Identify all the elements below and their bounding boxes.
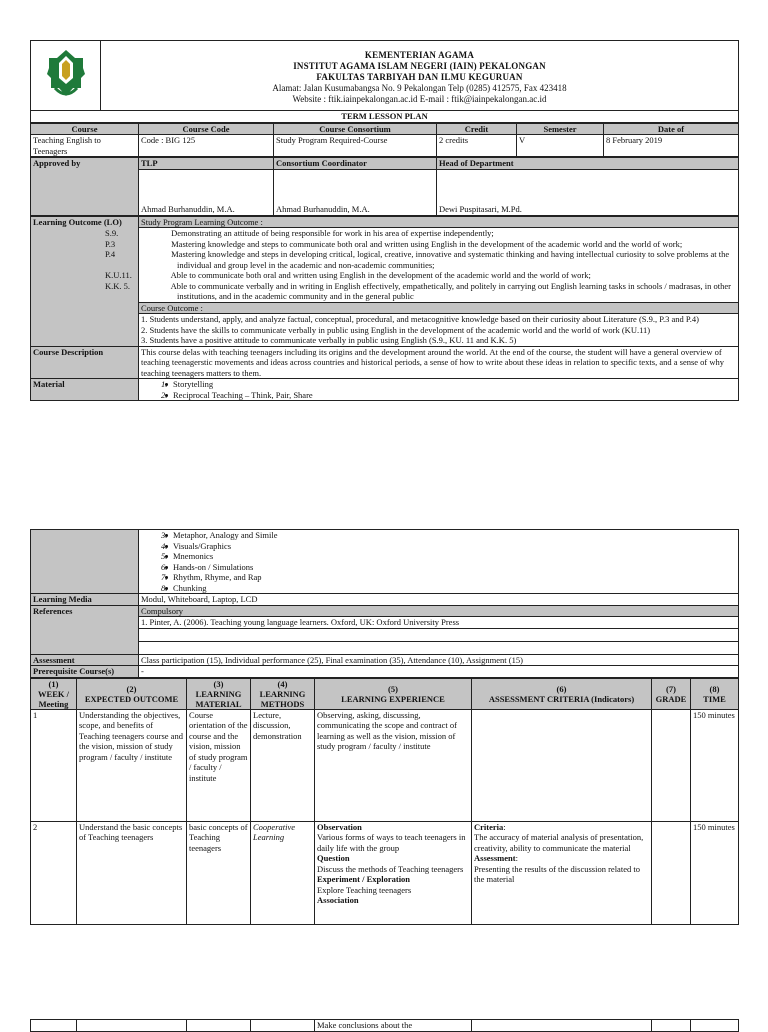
course-outcome-item: 1. Students understand, apply, and analyze factual, conceptual, procedural, and metacognitive knowledge based on their curiosity about Literature (S.9., P.3 and P.4) <box>141 314 699 324</box>
expected-outcome: Understanding the objectives, scope, and benefits of Teaching teenagers course and the vision, mission of study program / faculty / institute <box>77 709 187 821</box>
table-row <box>31 709 739 821</box>
tlp-heading: TLP <box>139 158 274 170</box>
course-info-table <box>30 123 739 158</box>
ministry-name: KEMENTERIAN AGAMA <box>364 50 475 60</box>
program-outcome-heading: Study Program Learning Outcome : <box>139 216 739 228</box>
course-description-text: This course delas with teaching teenagers including its origins and the development around the world. At the end of the course, the student will have a general overview of teaching teenagerstic movements and ideas across countries and historical periods, a sense of how to write about these ideas in relation to specific texts, and a sense of why teaching teenagers matters to them. <box>139 346 739 379</box>
col-date: Date of <box>604 123 739 135</box>
prerequisite-label: Prerequisite Course(s) <box>31 666 139 678</box>
schedule-table-cont <box>30 1019 739 1032</box>
col-learning-experience: (5) LEARNING EXPERIENCE <box>315 678 472 709</box>
head-name: Dewi Puspitasari, M.Pd. <box>437 169 739 215</box>
learning-experience: Make conclusions about the <box>315 1020 472 1032</box>
material-item: • 1. Storytelling <box>177 379 736 390</box>
course-date: 8 February 2019 <box>604 135 739 157</box>
col-course: Course <box>31 123 139 135</box>
course-description-label: Course Description <box>31 346 139 379</box>
col-assessment-criteria: (6) ASSESSMENT CRITERIA (Indicators) <box>472 678 652 709</box>
page-2 <box>30 529 739 925</box>
material-item: • 7. Rhythm, Rhyme, and Rap <box>177 572 736 583</box>
material-item: • 3. Metaphor, Analogy and Simile <box>177 530 736 541</box>
course-credit: 2 credits <box>437 135 517 157</box>
continuation-table <box>30 529 739 678</box>
col-grade: (7) GRADE <box>652 678 691 709</box>
address-line: Alamat: Jalan Kusumabangsa No. 9 Pekalongan Telp (0285) 412575, Fax 423418 <box>272 83 567 93</box>
table-row <box>31 821 739 924</box>
material-list-part1 <box>139 379 739 401</box>
outcome-item: K.K. 5. Able to communicate verbally and in writing in English effectively, empathetically, and politely in carrying out English learning tasks in schools / madrasas, in other institutions, and in the academic community and in the general public <box>105 280 731 301</box>
institution-header <box>101 41 739 111</box>
references-heading: Compulsory <box>139 605 739 617</box>
program-outcome-list <box>105 228 739 303</box>
tlp-name: Ahmad Burhanuddin, M.A. <box>139 169 274 215</box>
page-1 <box>30 40 739 401</box>
page-3 <box>30 1019 739 1032</box>
grade <box>652 821 691 924</box>
coordinator-name: Ahmad Burhanuddin, M.A. <box>274 169 437 215</box>
learning-experience: Observing, asking, discussing, communicating the scope and contract of learning as well as the vision, mission of study program / faculty / institute <box>315 709 472 821</box>
faculty-name: FAKULTAS TARBIYAH DAN ILMU KEGURUAN <box>316 72 523 82</box>
learning-outcome-label: Learning Outcome (LO) <box>31 216 139 346</box>
material-item: • 4. Visuals/Graphics <box>177 541 736 552</box>
website-line: Website : ftik.iainpekalongan.ac.id E-mail : ftik@iainpekalongan.ac.id <box>292 94 547 104</box>
material-list-part2 <box>139 530 739 594</box>
assessment-label: Assessment <box>31 654 139 666</box>
approval-table <box>30 157 739 216</box>
col-course-code: Course Code <box>139 123 274 135</box>
prerequisite-text: - <box>139 666 739 678</box>
letterhead-table <box>30 40 739 123</box>
head-heading: Head of Department <box>437 158 739 170</box>
week-number: 2 <box>31 821 77 924</box>
outcome-table <box>30 216 739 402</box>
learning-experience: Observation Various forms of ways to teach teenagers in daily life with the group Question Discuss the methods of Teaching teenagers Experiment / Exploration Explore Teaching teenagers Association <box>315 821 472 924</box>
col-expected-outcome: (2) EXPECTED OUTCOME <box>77 678 187 709</box>
course-outcome-item: 3. Students have a positive attitude to communicate verbally in public using English (S.9., KU. 11 and K.K. 5) <box>141 335 517 345</box>
logo-cell <box>31 41 101 111</box>
material-item: • 2. Reciprocal Teaching – Think, Pair, Share <box>177 390 736 401</box>
col-learning-methods: (4) LEARNING METHODS <box>251 678 315 709</box>
material-item: • 6. Hands-on / Simulations <box>177 562 736 573</box>
approved-by-label: Approved by <box>31 158 139 216</box>
learning-methods: Cooperative Learning <box>251 821 315 924</box>
document-title: TERM LESSON PLAN <box>31 111 739 123</box>
col-week: (1) WEEK / Meeting <box>31 678 77 709</box>
learning-media-label: Learning Media <box>31 594 139 606</box>
course-name: Teaching English to Teenagers <box>31 135 139 157</box>
col-learning-material: (3) LEARNING MATERIAL <box>187 678 251 709</box>
col-time: (8) TIME <box>691 678 739 709</box>
course-code: Code : BIG 125 <box>139 135 274 157</box>
col-course-consortium: Course Consortium <box>274 123 437 135</box>
course-outcome-block <box>139 302 739 346</box>
material-label-cont <box>31 530 139 594</box>
learning-material: Course orientation of the course and the vision, mission of study program / faculty / institute <box>187 709 251 821</box>
references-label: References <box>31 605 139 654</box>
outcome-item: P.3 Mastering knowledge and steps to communicate both oral and written using English in the development of the academic world and the world of work; <box>105 238 683 249</box>
institution-logo-icon <box>45 48 87 100</box>
learning-methods: Lecture, discussion, demonstration <box>251 709 315 821</box>
reference-blank-1 <box>139 628 739 641</box>
course-outcome-item: 2. Students have the skills to communicate verbally in public using English in the development of the academic world and the world of work (KU.11) <box>141 324 651 335</box>
course-consortium: Study Program Required-Course <box>274 135 437 157</box>
time: 150 minutes <box>691 821 739 924</box>
assessment-criteria <box>472 709 652 821</box>
col-semester: Semester <box>517 123 604 135</box>
material-item: • 8. Chunking <box>177 583 736 594</box>
table-row <box>31 1020 739 1032</box>
learning-media-text: Modul, Whiteboard, Laptop, LCD <box>139 594 739 606</box>
course-semester: V <box>517 135 604 157</box>
outcome-item: S.9. Demonstrating an attitude of being responsible for work in his area of expertise independently; <box>105 228 494 238</box>
col-credit: Credit <box>437 123 517 135</box>
schedule-table <box>30 678 739 925</box>
grade <box>652 709 691 821</box>
course-outcome-heading: Course Outcome : <box>139 303 738 315</box>
assessment-criteria: Criteria: The accuracy of material analysis of presentation, creativity, ability to communicate the material Assessment: Presenting the results of the discussion related to the material <box>472 821 652 924</box>
material-label: Material <box>31 379 139 401</box>
coordinator-heading: Consortium Coordinator <box>274 158 437 170</box>
week-number: 1 <box>31 709 77 821</box>
institute-name: INSTITUT AGAMA ISLAM NEGERI (IAIN) PEKALONGAN <box>293 61 546 71</box>
assessment-text: Class participation (15), Individual performance (25), Final examination (35), Attendance (10), Assignment (15) <box>139 654 739 666</box>
expected-outcome: Understand the basic concepts of Teaching teenagers <box>77 821 187 924</box>
reference-blank-2 <box>139 641 739 654</box>
outcome-item: K.U.11. Able to communicate both oral and written using English in the development of the academic world and the world of work; <box>105 270 591 280</box>
outcome-item: P.4 Mastering knowledge and steps in developing critical, logical, creative, innovative and systematic thinking and having intellectual curiosity to solve problems at the individual and group level in the academic and non-academic communities; <box>105 249 730 270</box>
learning-material: basic concepts of Teaching teenagers <box>187 821 251 924</box>
reference-item: 1. Pinter, A. (2006). Teaching young language learners. Oxford, UK: Oxford University Press <box>139 617 739 629</box>
time: 150 minutes <box>691 709 739 821</box>
material-item: • 5. Mnemonics <box>177 551 736 562</box>
